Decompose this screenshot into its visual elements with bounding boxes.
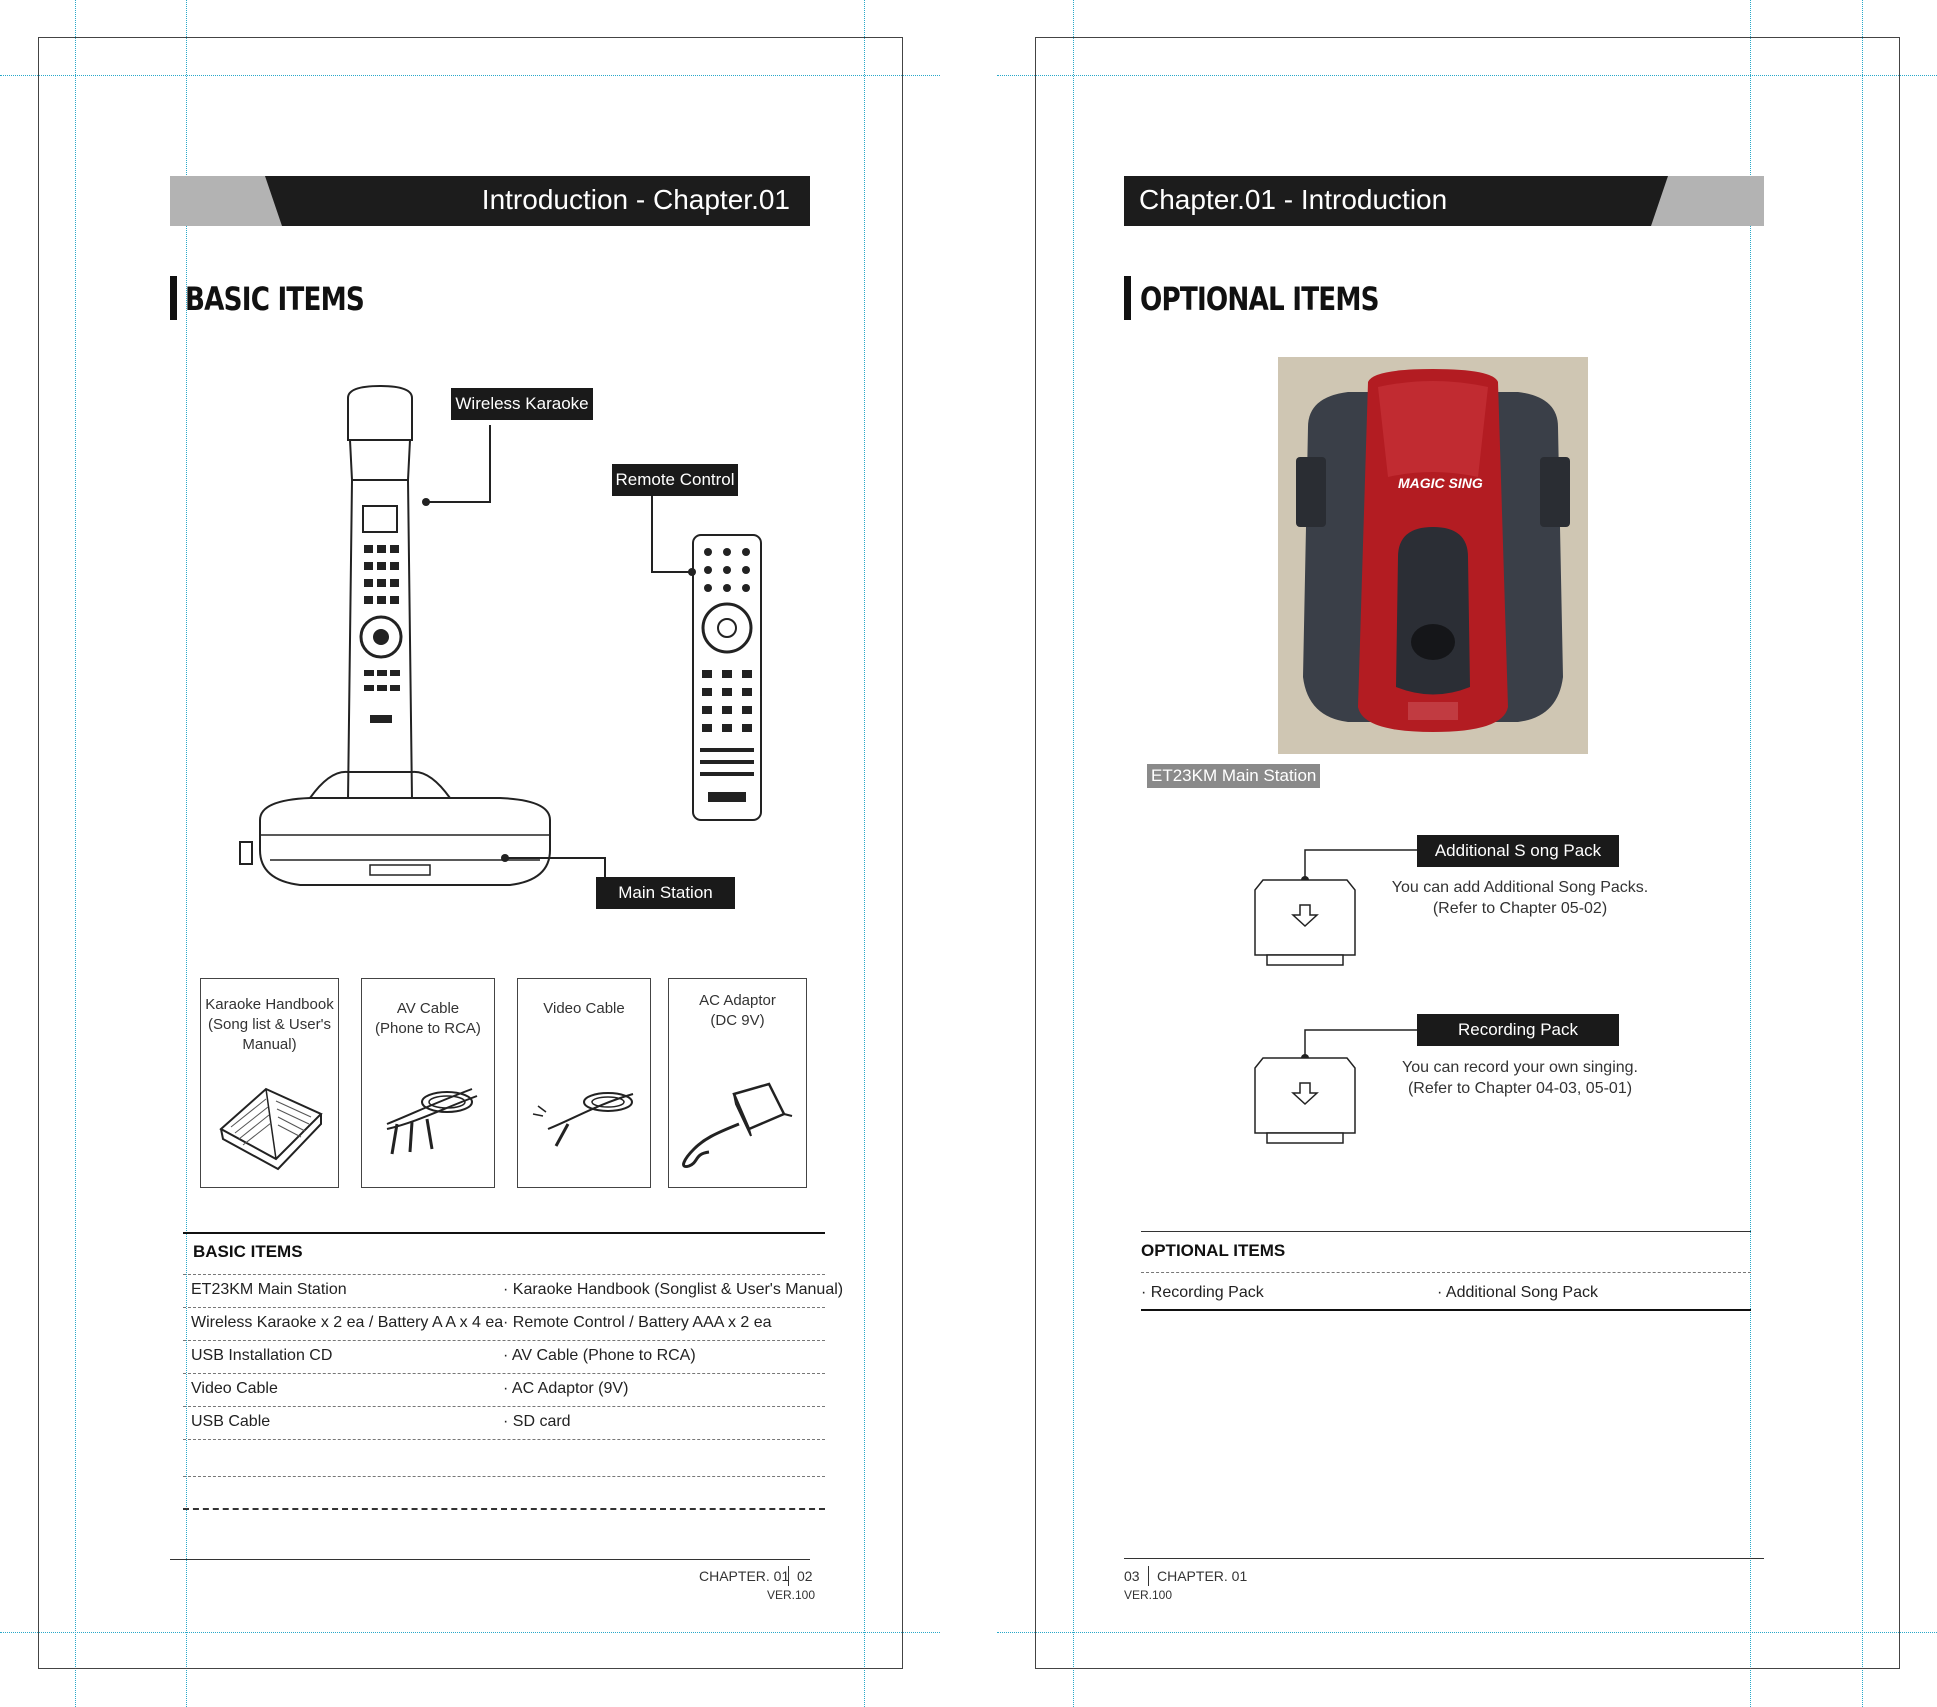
footer-version: VER.100 — [1124, 1588, 1173, 1602]
description-line: You can add Additional Song Packs. — [1391, 879, 1649, 896]
accessory-label: (Phone to RCA) — [375, 1020, 481, 1037]
handbook-icon — [211, 1069, 331, 1179]
basic-items-illustration — [230, 380, 790, 900]
accessory-label: AC Adaptor — [699, 992, 776, 1009]
table-title: BASIC ITEMS — [193, 1242, 303, 1261]
footer-chapter: CHAPTER. 01 — [1157, 1568, 1248, 1584]
footer-version: VER.100 — [767, 1588, 816, 1602]
table-cell: Video Cable — [191, 1380, 278, 1397]
table-row — [1141, 1278, 1751, 1311]
table-row — [183, 1444, 825, 1477]
table-title: OPTIONAL ITEMS — [1141, 1241, 1286, 1260]
additional-song-pack-description — [1380, 877, 1660, 919]
additional-song-pack-label: Additional S ong Pack — [1417, 835, 1619, 867]
footer-rule — [1124, 1558, 1764, 1559]
table-row — [183, 1275, 844, 1308]
left-header-title: Introduction - Chapter.01 — [481, 184, 790, 215]
right-section-title: OPTIONAL ITEMS — [1140, 280, 1379, 318]
footer-chapter: CHAPTER. 01 — [699, 1568, 790, 1584]
table-row — [183, 1308, 825, 1341]
description-line: (Refer to Chapter 04-03, 05-01) — [1407, 1080, 1633, 1097]
table-cell: · Additional Song Pack — [1437, 1284, 1598, 1301]
footer-page-number: 02 — [797, 1568, 813, 1584]
description-line: You can record your own singing. — [1402, 1059, 1638, 1076]
right-header-banner — [1124, 176, 1764, 226]
table-row — [183, 1407, 825, 1440]
table-cell: · AC Adaptor (9V) — [503, 1380, 629, 1397]
video-cable-icon — [528, 1074, 643, 1174]
table-cell: · Remote Control / Battery AAA x 2 ea — [503, 1314, 772, 1331]
footer-divider — [1148, 1566, 1149, 1586]
table-header-row — [183, 1242, 825, 1275]
basic-items-table — [183, 1232, 825, 1234]
footer-divider — [788, 1566, 789, 1586]
left-header-banner — [170, 176, 810, 226]
accessory-video-cable — [517, 978, 651, 1188]
ac-adaptor-icon — [674, 1074, 799, 1179]
main-station-photo — [1278, 357, 1588, 754]
table-cell: · Recording Pack — [1141, 1284, 1264, 1301]
left-section-title: BASIC ITEMS — [185, 280, 364, 318]
section-marker — [1124, 276, 1131, 320]
right-header-title: Chapter.01 - Introduction — [1139, 184, 1448, 215]
table-cell: USB Cable — [191, 1413, 271, 1430]
accessory-label: Manual) — [242, 1036, 297, 1053]
accessory-karaoke-handbook — [200, 978, 339, 1188]
main-station-photo-art — [1278, 357, 1588, 754]
accessory-label: AV Cable — [396, 1000, 460, 1017]
footer-rule — [170, 1559, 810, 1560]
accessory-label: Video Cable — [543, 1000, 625, 1017]
table-row — [183, 1341, 825, 1374]
table-row — [183, 1374, 825, 1407]
accessory-label: (Song list & User's — [208, 1016, 331, 1033]
footer-page-number: 03 — [1124, 1568, 1140, 1584]
av-cable-icon — [372, 1074, 487, 1174]
optional-items-table — [1141, 1231, 1751, 1232]
accessory-ac-adaptor — [668, 978, 807, 1188]
table-bottom-rule — [183, 1508, 825, 1510]
callout-wireless-karaoke: Wireless Karaoke — [451, 388, 593, 420]
recording-pack-description — [1380, 1057, 1660, 1099]
recording-pack-label: Recording Pack — [1417, 1014, 1619, 1046]
table-cell: Wireless Karaoke x 2 ea / Battery A A x 4 ea — [191, 1314, 504, 1331]
table-cell: USB Installation CD — [191, 1347, 333, 1364]
callout-remote-control: Remote Control — [612, 464, 738, 496]
photo-logo: MAGIC SING — [1398, 475, 1483, 491]
table-header-row — [1141, 1240, 1751, 1273]
accessory-av-cable — [361, 978, 495, 1188]
table-cell: · SD card — [503, 1413, 571, 1430]
table-cell: ET23KM Main Station — [191, 1281, 347, 1298]
accessory-label: (DC 9V) — [710, 1012, 765, 1029]
description-line: (Refer to Chapter 05-02) — [1432, 900, 1608, 917]
callout-main-station: Main Station — [596, 877, 735, 909]
table-cell: · AV Cable (Phone to RCA) — [503, 1347, 696, 1364]
accessory-label: Karaoke Handbook — [205, 996, 334, 1013]
table-cell: · Karaoke Handbook (Songlist & User's Manual) — [503, 1281, 844, 1298]
section-marker — [170, 276, 177, 320]
photo-caption: ET23KM Main Station — [1147, 764, 1320, 788]
